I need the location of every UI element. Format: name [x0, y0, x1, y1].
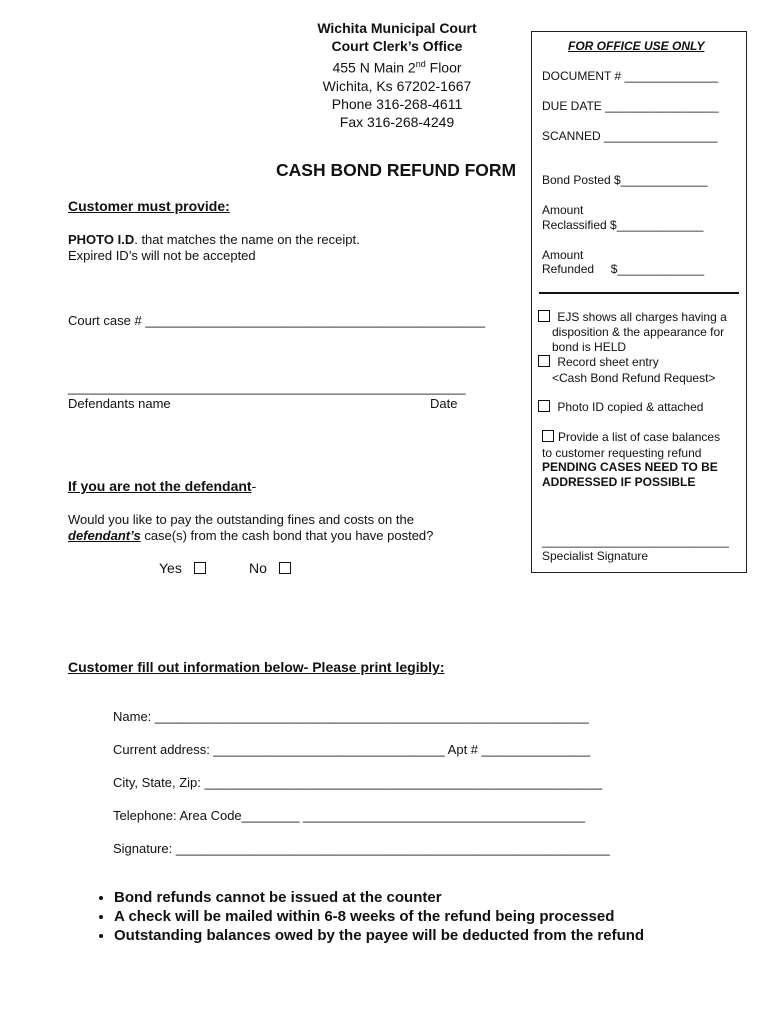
telephone-field[interactable]: Telephone: Area Code________ _______________________________________ [113, 808, 586, 823]
not-defendant-heading: If you are not the defendant- [68, 478, 257, 494]
court-header [262, 19, 532, 131]
customer-info-heading: Customer fill out information below- Please print legibly: [68, 659, 445, 675]
record-sheet-line2: <Cash Bond Refund Request> [552, 371, 716, 385]
court-name: Wichita Municipal Court [317, 20, 477, 36]
refund-notes [88, 888, 644, 945]
scanned-field[interactable]: SCANNED _________________ [542, 129, 718, 143]
record-sheet-item[interactable]: Record sheet entry [538, 355, 659, 369]
reclassified-field[interactable]: Reclassified $_____________ [542, 218, 704, 232]
city-address: Wichita, Ks 67202-1667 [322, 77, 472, 94]
amount-label-1: Amount [542, 203, 584, 217]
case-balances-checkbox[interactable] [542, 430, 554, 442]
form-title: CASH BOND REFUND FORM [276, 160, 517, 180]
pending-cases-line2: ADDRESSED IF POSSIBLE [542, 475, 696, 489]
pay-question-line2: defendant’s case(s) from the cash bond that you have posted? [68, 528, 434, 543]
defendant-name-label: Defendants name [68, 396, 171, 411]
note-item: • Outstanding balances owed by the payee will be deducted from the refund [114, 926, 644, 945]
note-item: • Bond refunds cannot be issued at the counter [114, 888, 644, 907]
provide-heading: Customer must provide: [68, 198, 230, 214]
yes-option[interactable]: Yes [159, 560, 210, 576]
specialist-signature-line[interactable]: ____________________________ [542, 534, 729, 548]
photo-copied-checkbox[interactable] [538, 400, 550, 412]
address-field[interactable]: Current address: ________________________________ Apt # _______________ [113, 742, 591, 757]
expired-id-note: Expired ID’s will not be accepted [68, 248, 256, 263]
date-label: Date [430, 396, 458, 411]
court-case-field[interactable]: Court case # _______________________________________________ [68, 313, 486, 328]
office-use-heading: FOR OFFICE USE ONLY [568, 39, 705, 53]
city-state-zip-field[interactable]: City, State, Zip: _______________________________________________________ [113, 775, 603, 790]
refunded-field[interactable]: Refunded $_____________ [542, 262, 705, 276]
ejs-line2: disposition & the appearance for [552, 325, 725, 339]
photo-id-requirement: PHOTO I.D. that matches the name on the receipt. [68, 232, 360, 247]
pay-question-line1: Would you like to pay the outstanding fines and costs on the [68, 512, 414, 527]
ejs-check-item[interactable]: EJS shows all charges having a [538, 310, 727, 324]
signature-field[interactable]: Signature: ____________________________________________________________ [113, 841, 610, 856]
no-checkbox[interactable] [279, 562, 291, 574]
record-checkbox[interactable] [538, 355, 550, 367]
amount-label-2: Amount [542, 248, 584, 262]
clerk-office: Court Clerk’s Office [331, 38, 463, 54]
photo-copied-item[interactable]: Photo ID copied & attached [538, 400, 703, 414]
defendant-signature-line[interactable]: _______________________________________________________ [68, 380, 466, 395]
ejs-checkbox[interactable] [538, 310, 550, 322]
name-field[interactable]: Name: ____________________________________________________________ [113, 709, 589, 724]
ejs-line3: bond is HELD [552, 340, 627, 354]
due-date-field[interactable]: DUE DATE _________________ [542, 99, 719, 113]
case-balances-item[interactable]: Provide a list of case balances [542, 430, 720, 444]
specialist-signature-label: Specialist Signature [542, 549, 649, 563]
case-balances-line2: to customer requesting refund [542, 446, 702, 460]
fax-number: Fax 316-268-4249 [339, 113, 455, 130]
phone-number: Phone 316-268-4611 [331, 95, 463, 112]
office-divider [539, 292, 739, 294]
no-option[interactable]: No [249, 560, 295, 576]
yes-checkbox[interactable] [194, 562, 206, 574]
bond-posted-field[interactable]: Bond Posted $_____________ [542, 173, 708, 187]
document-number-field[interactable]: DOCUMENT # ______________ [542, 69, 718, 83]
street-address: 455 N Main 2nd Floor [332, 59, 462, 76]
note-item: • A check will be mailed within 6-8 weeks of the refund being processed [114, 907, 644, 926]
pending-cases-line1: PENDING CASES NEED TO BE [542, 460, 718, 474]
